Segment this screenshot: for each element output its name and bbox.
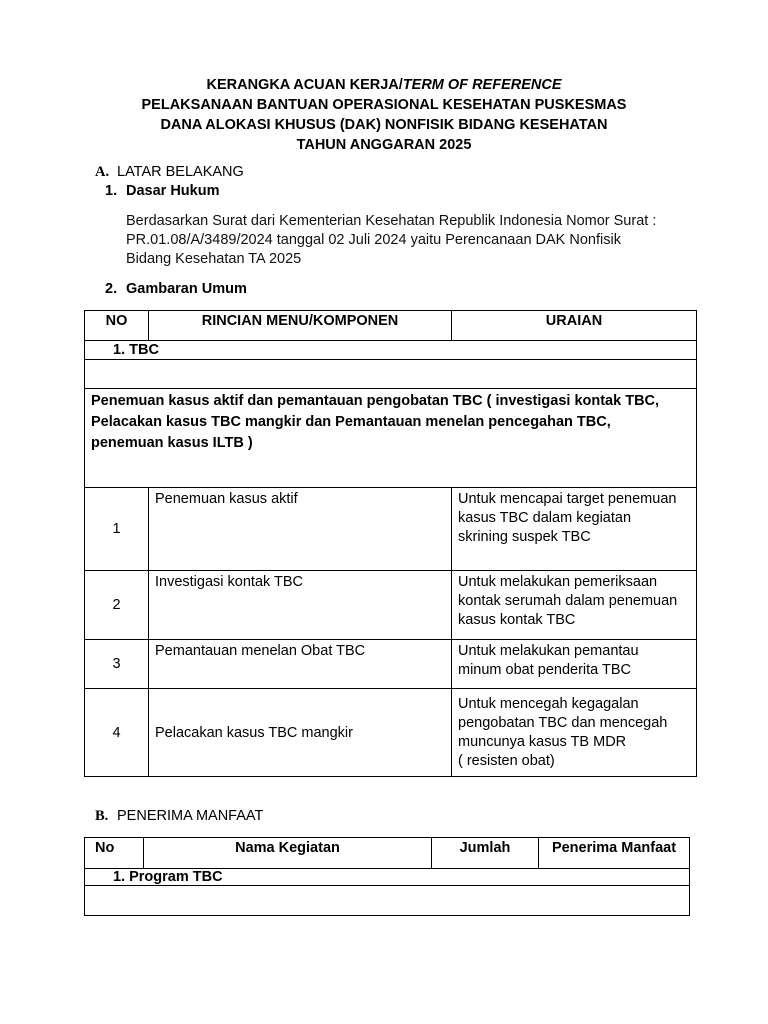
row-component: Penemuan kasus aktif [149,488,452,571]
header-nama-kegiatan: Nama Kegiatan [144,838,432,869]
row-component: Pemantauan menelan Obat TBC [149,640,452,689]
doc-title-line-4: TAHUN ANGGARAN 2025 [296,137,472,153]
table-row [85,571,697,640]
header-jumlah: Jumlah [432,838,539,869]
header-uraian: URAIAN [452,311,697,341]
doc-title-line-1: KERANGKA ACUAN KERJA/TERM OF REFERENCE [206,77,562,93]
empty-row [85,360,697,389]
row-uraian: Untuk mencegah kegagalan pengobatan TBC dan mencegah muncunya kasus TB MDR ( resisten obat) [452,689,697,777]
header-no: No [85,838,144,869]
table-header-row [85,838,690,869]
table-row [85,689,697,777]
description-row [85,389,697,488]
row-uraian: Untuk melakukan pemantau minum obat penderita TBC [452,640,697,689]
gambaran-umum-table [84,310,697,777]
header-penerima-manfaat: Penerima Manfaat [539,838,690,869]
row-no: 2 [85,571,149,640]
header-rincian: RINCIAN MENU/KOMPONEN [149,311,452,341]
row-uraian: Untuk mencapai target penemuan kasus TBC dalam kegiatan skrining suspek TBC [452,488,697,571]
subsection-gambaran-umum: 2. Gambaran Umum [105,281,247,297]
table-row [85,640,697,689]
dasar-hukum-paragraph: Berdasarkan Surat dari Kementerian Kesehatan Republik Indonesia Nomor Surat : PR.01.08/A/3489/2024 tanggal 02 Juli 2024 yaitu Perencanaan DAK Nonfisik Bidang Kesehatan TA 2025 [126,213,657,267]
group-label: 1. TBC [85,341,697,360]
section-b-heading: B. PENERIMA MANFAAT [95,808,264,824]
description-cell: Penemuan kasus aktif dan pemantauan pengobatan TBC ( investigasi kontak TBC, Pelacakan kasus TBC mangkir dan Pemantauan menelan pencegahan TBC, penemuan kasus ILTB ) [85,389,697,488]
doc-title-line-3: DANA ALOKASI KHUSUS (DAK) NONFISIK BIDANG KESEHATAN [160,117,608,133]
row-component: Pelacakan kasus TBC mangkir [149,689,452,777]
empty-row [85,886,690,916]
row-uraian: Untuk melakukan pemeriksaan kontak serumah dalam penemuan kasus kontak TBC [452,571,697,640]
table-row [85,488,697,571]
row-no: 4 [85,689,149,777]
table-header-row [85,311,697,341]
header-no: NO [85,311,149,341]
doc-title-line-2: PELAKSANAAN BANTUAN OPERASIONAL KESEHATAN PUSKESMAS [141,97,627,113]
penerima-manfaat-table [84,837,690,916]
subsection-dasar-hukum: 1. Dasar Hukum [105,183,220,199]
group-row [85,869,690,886]
group-label: 1. Program TBC [85,869,690,886]
row-no: 1 [85,488,149,571]
group-row [85,341,697,360]
row-component: Investigasi kontak TBC [149,571,452,640]
section-a-heading: A. LATAR BELAKANG [95,164,244,180]
row-no: 3 [85,640,149,689]
